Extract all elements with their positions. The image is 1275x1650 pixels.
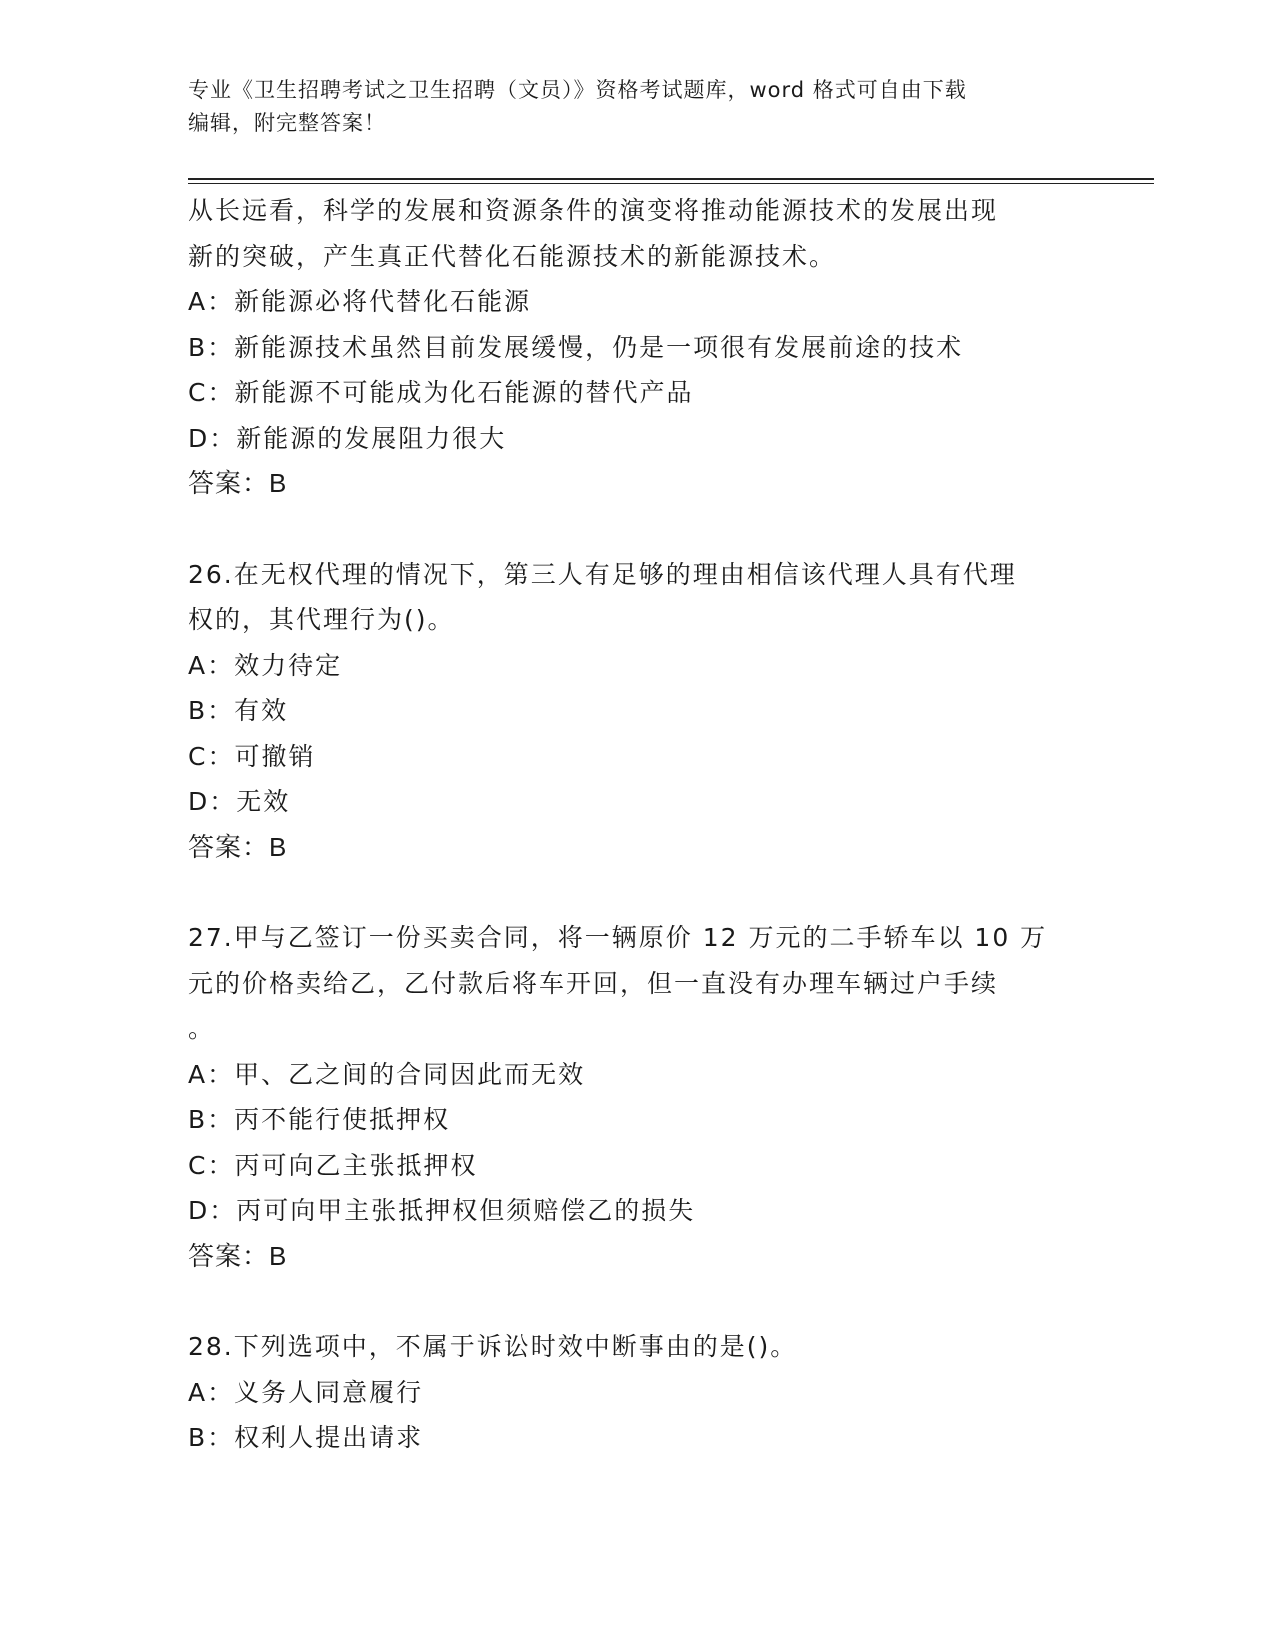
question-stem: 28.下列选项中，不属于诉讼时效中断事由的是()。	[188, 1332, 798, 1361]
option-d: D：新能源的发展阻力很大	[188, 423, 507, 453]
question-stem: 权的，其代理行为()。	[188, 605, 455, 634]
spacer	[188, 1279, 1088, 1324]
option-a: A：效力待定	[188, 650, 343, 680]
option-b: B：有效	[188, 696, 289, 725]
question-block-26	[188, 552, 1088, 871]
header-divider-thick	[188, 178, 1154, 180]
option-c: C：丙可向乙主张抵押权	[188, 1150, 478, 1180]
answer-label: 答案：B	[188, 468, 288, 498]
header-line-1: 专业《卫生招聘考试之卫生招聘（文员）》资格考试题库，word 格式可自由下载	[188, 78, 967, 102]
option-c: C：可撤销	[188, 741, 316, 771]
answer-label: 答案：B	[188, 831, 288, 862]
option-b: B：丙不能行使抵押权	[188, 1105, 451, 1134]
option-c: C：新能源不可能成为化石能源的替代产品	[188, 378, 694, 407]
question-block-27	[188, 915, 1088, 1279]
question-stem: 。	[188, 1014, 216, 1043]
option-d: D：无效	[188, 787, 291, 816]
question-list	[188, 188, 1088, 1461]
question-stem: 元的价格卖给乙，乙付款后将车开回，但一直没有办理车辆过户手续	[188, 968, 999, 998]
question-stem: 27.甲与乙签订一份买卖合同，将一辆原价 12 万元的二手轿车以 10 万	[188, 923, 1048, 952]
spacer	[188, 870, 1088, 915]
document-header	[188, 74, 1068, 140]
header-divider-thin	[188, 183, 1154, 184]
option-d: D：丙可向甲主张抵押权但须赔偿乙的损失	[188, 1196, 696, 1225]
option-a: A：甲、乙之间的合同因此而无效	[188, 1059, 586, 1089]
option-a: A：义务人同意履行	[188, 1377, 424, 1407]
question-stem: 从长远看，科学的发展和资源条件的演变将推动能源技术的发展出现	[188, 196, 999, 225]
question-block-25	[188, 188, 1088, 507]
question-stem: 26.在无权代理的情况下，第三人有足够的理由相信该代理人具有代理	[188, 559, 1017, 589]
spacer	[188, 507, 1088, 552]
header-line-2: 编辑，附完整答案！	[188, 111, 386, 135]
question-stem: 新的突破，产生真正代替化石能源技术的新能源技术。	[188, 241, 837, 271]
option-b: B：新能源技术虽然目前发展缓慢，仍是一项很有发展前途的技术	[188, 332, 964, 362]
question-block-28	[188, 1324, 1088, 1461]
answer-label: 答案：B	[188, 1240, 288, 1271]
option-b: B：权利人提出请求	[188, 1423, 424, 1452]
option-a: A：新能源必将代替化石能源	[188, 287, 532, 316]
